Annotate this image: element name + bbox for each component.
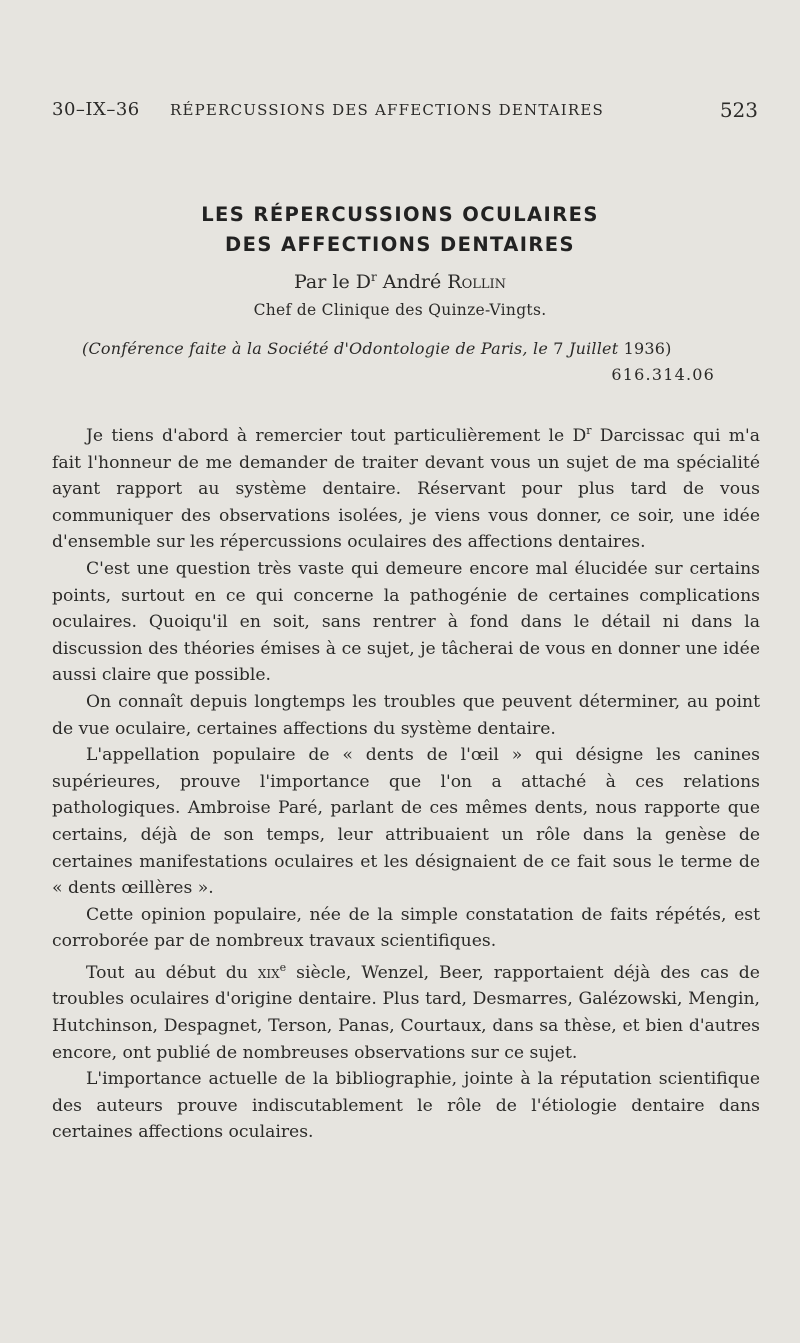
paragraph-1-start: Je tiens d'abord à remercier tout particulièrement le D [86,426,587,446]
author-affiliation: Chef de Clinique des Quinze-Vingts. [253,301,547,319]
byline-prefix: Par le D [293,271,371,293]
century-sup: e [279,960,287,974]
page-number: 523 [719,98,758,122]
conference-day: 7 [553,339,564,358]
paragraph-4: L'appellation populaire de « dents de l'œil » qui désigne les canines supérieures, prouve l'importance que l'on a attaché à ces relations pathologiques. Ambroise Paré, parlant de ces mêmes dents, nous rapporte que certains, déjà de son temps, leur attribuaient un rôle dans la genèse de certaines manifestations oculaires et les désignaient de ce fait sous le terme de « dents œillères ». [52,745,760,899]
paragraph-1 [52,418,760,556]
article-title-line-2: DES AFFECTIONS DENTAIRES [225,233,575,256]
paragraph-6-rest: siècle, Wenzel, Beer, rapportaient déjà des cas de troubles oculaires d'origine dentaire. Plus tard, Desmarres, Galézowski, Mengin, Hutchinson, Despagnet, Terson, Panas, Courtaux, dans sa thèse, et bien d'autres encore, ont publié de nombreuses observations sur ce sujet. [52,962,760,1063]
byline-sup: r [370,270,377,284]
running-title: RÉPERCUSSIONS DES AFFECTIONS DENTAIRES [170,101,605,119]
century-numeral: xix [257,962,280,983]
author-byline [0,262,800,297]
running-header [52,96,758,124]
conference-year: 1936) [623,339,672,358]
author-first-name: André [382,271,442,293]
paragraph-7: L'importance actuelle de la bibliographie, jointe à la réputation scientifique des auteurs prouve indiscutablement le rôle de l'étiologie dentaire dans certaines affections oculaires. [52,1069,760,1143]
conference-note [82,337,672,361]
article-heading [0,200,800,323]
paragraph-6 [52,955,760,1066]
paragraph-1-sup: r [586,424,592,437]
article-title-line-1: LES RÉPERCUSSIONS OCULAIRES [201,203,599,226]
paragraph-5: Cette opinion populaire, née de la simple constatation de faits répétés, est corroborée par de nombreux travaux scientifiques. [52,904,760,952]
article-body [52,418,760,1146]
conference-month: Juillet [563,339,624,358]
paragraph-6-start: Tout au début du [86,962,258,983]
paragraph-1-rest: Darcissac qui m'a fait l'honneur de me demander de traiter devant vous un sujet de ma spécialité ayant rapport au système dentaire. Réservant pour plus tard de vous communiquer des observations isolées, je viens vous donner, ce soir, une idée d'ensemble sur les répercussions oculaires des affections dentaires. [52,426,760,553]
paragraph-2: C'est une question très vaste qui demeure encore mal élucidée sur certains points, surtout en ce qui concerne la pathogénie de certaines complications oculaires. Quoiqu'il en soit, sans rentrer à fond dans le détail ni dans la discussion des théories émises à ce sujet, je tâcherai de vous en donner une idée aussi claire que possible. [52,558,760,686]
conference-text: (Conférence faite à la Société d'Odontologie de Paris, le [82,339,554,358]
header-date: 30–IX–36 [52,99,140,120]
author-last-name: Rollin [447,271,507,293]
paragraph-3: On connaît depuis longtemps les troubles que peuvent déterminer, au point de vue oculaire, certaines affections du système dentaire. [52,691,760,739]
classification-number: 616.314.06 [611,365,715,384]
